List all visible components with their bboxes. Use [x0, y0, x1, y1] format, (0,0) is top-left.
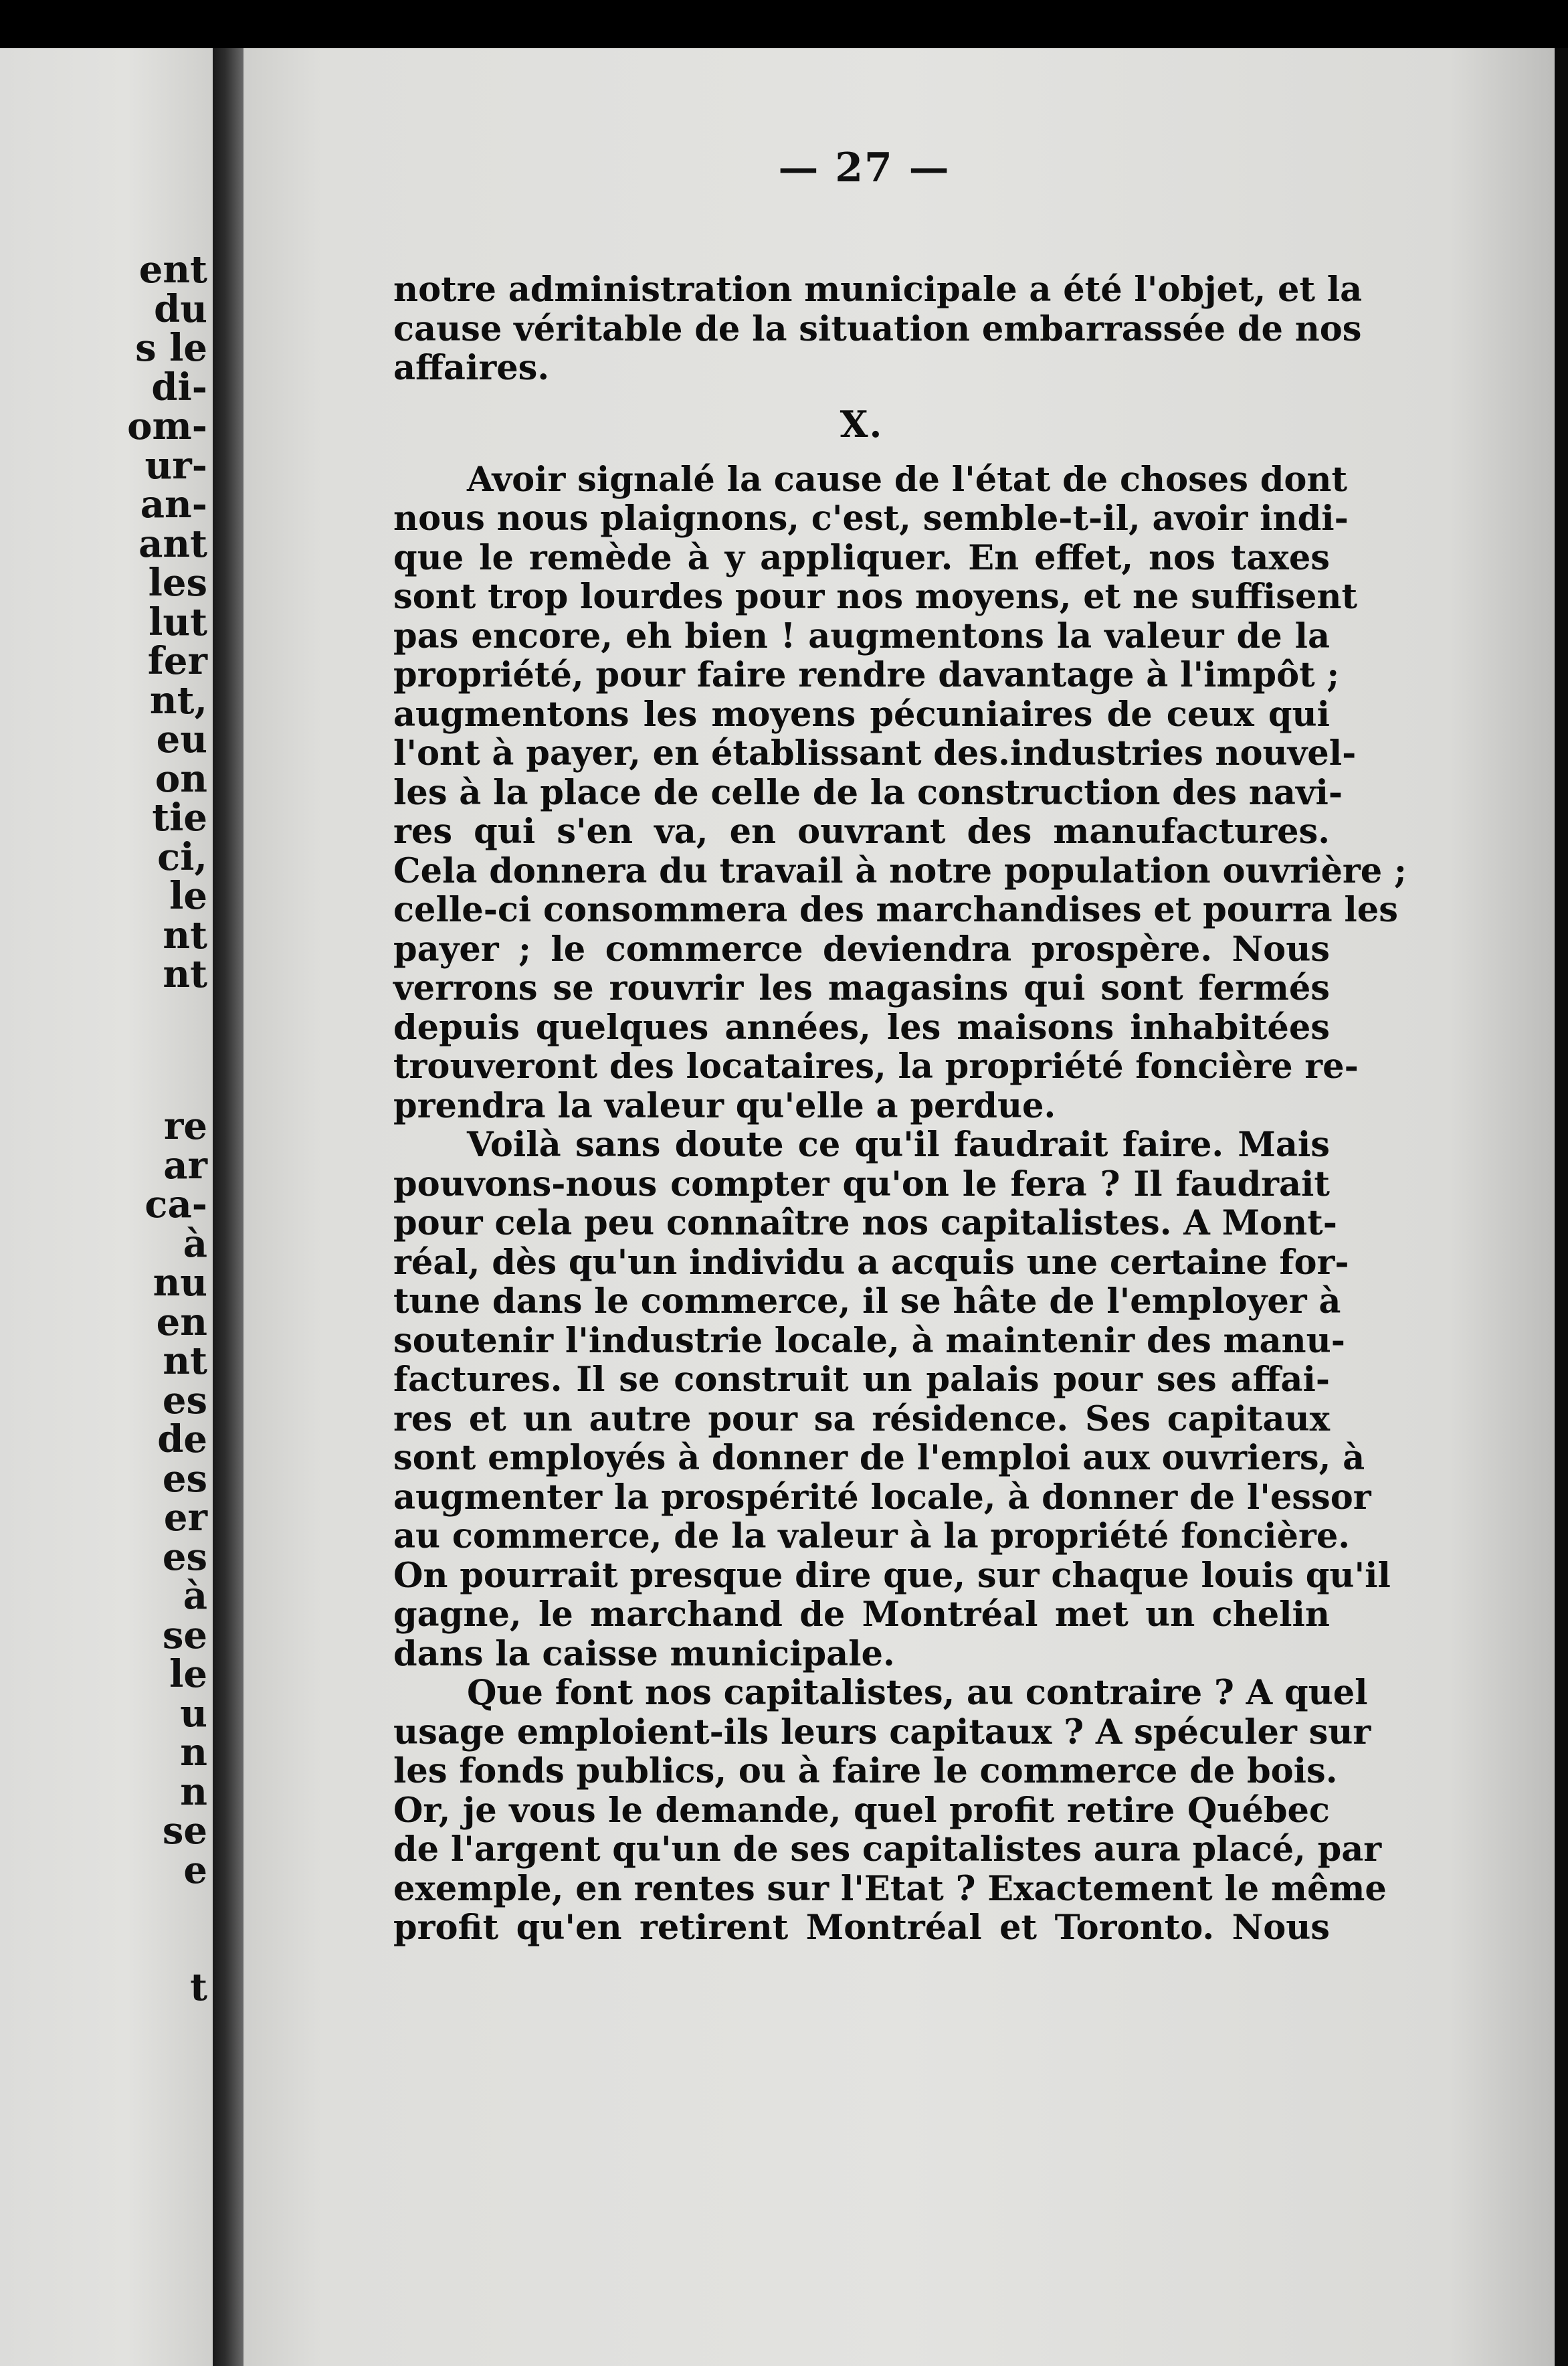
text-line: prendra la valeur qu'elle a perdue.	[393, 1085, 1056, 1126]
left-page-fragment: se	[162, 1613, 207, 1657]
text-line: usage emploient-ils leurs capitaux ? A spéculer sur	[393, 1712, 1371, 1752]
text-line: res et un autre pour sa résidence. Ses capitaux	[393, 1398, 1330, 1439]
left-page-fragment: om-	[127, 404, 207, 448]
text-line: pouvons-nous compter qu'on le fera ? Il faudrait	[393, 1164, 1330, 1204]
left-page-fragment: nt,	[149, 678, 207, 723]
left-page-fragment: n	[180, 1730, 207, 1774]
section-heading: X.	[840, 402, 884, 446]
left-page-fragment: er	[163, 1495, 207, 1540]
scan-top-border	[0, 0, 1568, 48]
left-page-fragment: ar	[163, 1143, 207, 1188]
body-text	[393, 270, 1407, 1948]
left-page-fragment: t	[190, 1965, 207, 2009]
text-line: On pourrait presque dire que, sur chaque louis qu'il	[393, 1555, 1391, 1596]
left-page-fragment: du	[154, 286, 207, 331]
scan-right-edge	[1555, 48, 1568, 2366]
text-line: res qui s'en va, en ouvrant des manufactures.	[393, 812, 1330, 852]
left-page-fragment: u	[180, 1691, 207, 1736]
left-page-fragment: ant	[138, 521, 207, 566]
text-line: Avoir signalé la cause de l'état de choses dont	[467, 459, 1348, 500]
text-line: trouveront des locataires, la propriété foncière re-	[393, 1046, 1359, 1087]
left-page-fragment: le	[169, 874, 207, 918]
text-line: l'ont à payer, en établissant des.industries nouvel-	[393, 733, 1357, 774]
text-line: sont employés à donner de l'emploi aux ouvriers, à	[393, 1438, 1365, 1478]
text-line: dans la caisse municipale.	[393, 1633, 895, 1674]
text-line: celle-ci consommera des marchandises et pourra les	[393, 890, 1398, 930]
left-page-fragment: es	[162, 1456, 207, 1501]
text-line: sont trop lourdes pour nos moyens, et ne suffisent	[393, 577, 1358, 617]
text-line: Or, je vous le demande, quel profit retire Québec	[393, 1790, 1330, 1831]
text-line: que le remède à y appliquer. En effet, nos taxes	[393, 537, 1330, 578]
left-page-fragment: en	[156, 1299, 207, 1344]
text-line: réal, dès qu'un individu a acquis une certaine for-	[393, 1242, 1349, 1283]
left-page-fragment: e	[183, 1847, 207, 1892]
left-page-fragment: lut	[149, 600, 207, 644]
left-page-fragment: se	[162, 1809, 207, 1853]
left-page-fragment: ur-	[144, 443, 207, 488]
left-page-fragment: re	[163, 1104, 207, 1148]
left-page-fragment: es	[162, 1534, 207, 1579]
left-page-fragment: nt	[163, 1339, 207, 1383]
text-line: profit qu'en retirent Montréal et Toronto. Nous	[393, 1908, 1330, 1948]
text-line: gagne, le marchand de Montréal met un chelin	[393, 1595, 1330, 1635]
text-line: verrons se rouvrir les magasins qui sont fermés	[393, 968, 1330, 1008]
text-line: nous nous plaignons, c'est, semble-t-il, avoir indi-	[393, 498, 1349, 539]
book-gutter	[213, 48, 243, 2366]
text-line: Cela donnera du travail à notre population ouvrière ;	[393, 850, 1407, 891]
text-line: Voilà sans doute ce qu'il faudrait faire. Mais	[467, 1125, 1330, 1165]
text-line: factures. Il se construit un palais pour ses affai-	[393, 1360, 1330, 1400]
left-page-fragment: fer	[147, 639, 207, 683]
left-page-fragment: nu	[153, 1261, 207, 1305]
text-line: depuis quelques années, les maisons inhabitées	[393, 1007, 1330, 1048]
left-page-fragment: di-	[151, 365, 207, 410]
left-page-fragment: nt	[163, 952, 207, 996]
text-line: exemple, en rentes sur l'Etat ? Exactement le même	[393, 1868, 1387, 1909]
left-page-fragment: ci,	[157, 834, 207, 879]
text-line: payer ; le commerce deviendra prospère. Nous	[393, 929, 1330, 970]
text-line: augmenter la prospérité locale, à donner de l'essor	[393, 1477, 1371, 1518]
adjacent-left-page	[0, 48, 213, 2366]
left-page-fragment: à	[183, 1221, 207, 1266]
left-page-fragment: n	[180, 1769, 207, 1814]
left-page-fragment: ent	[138, 248, 207, 292]
page-number: — 27 —	[778, 145, 951, 191]
text-line: soutenir l'industrie locale, à maintenir des manu-	[393, 1320, 1345, 1361]
text-line: cause véritable de la situation embarrassée de nos	[393, 308, 1362, 349]
left-page-fragment: tie	[152, 796, 207, 840]
text-line: les à la place de celle de la construction des navi-	[393, 772, 1343, 813]
text-line: propriété, pour faire rendre davantage à l'impôt ;	[393, 655, 1340, 695]
left-page-fragment: à	[183, 1574, 207, 1618]
left-page-fragment: les	[148, 561, 207, 605]
left-page-fragment: de	[157, 1417, 207, 1461]
text-line: affaires.	[393, 348, 550, 388]
left-page-fragment: le	[169, 1652, 207, 1696]
left-page-fragment: nt	[163, 913, 207, 958]
text-line: notre administration municipale a été l'objet, et la	[393, 270, 1363, 310]
text-line: tune dans le commerce, il se hâte de l'employer à	[393, 1281, 1341, 1322]
text-line: augmentons les moyens pécuniaires de ceux qui	[393, 694, 1330, 735]
left-page-fragment: ca-	[144, 1182, 207, 1226]
left-page-fragment: eu	[156, 717, 207, 761]
text-line: de l'argent qu'un de ses capitalistes aura placé, par	[393, 1829, 1382, 1870]
left-page-fragment: on	[155, 756, 207, 801]
text-line: Que font nos capitalistes, au contraire ? A quel	[467, 1673, 1368, 1713]
text-line: les fonds publics, ou à faire le commerce de bois.	[393, 1751, 1338, 1791]
text-line: pour cela peu connaître nos capitalistes. A Mont-	[393, 1203, 1337, 1243]
left-page-fragment: an-	[140, 482, 207, 527]
left-page-fragment: es	[162, 1378, 207, 1423]
left-page-fragment: s le	[135, 326, 207, 370]
text-line: au commerce, de la valeur à la propriété foncière.	[393, 1516, 1351, 1556]
text-line: pas encore, eh bien ! augmentons la valeur de la	[393, 616, 1330, 656]
